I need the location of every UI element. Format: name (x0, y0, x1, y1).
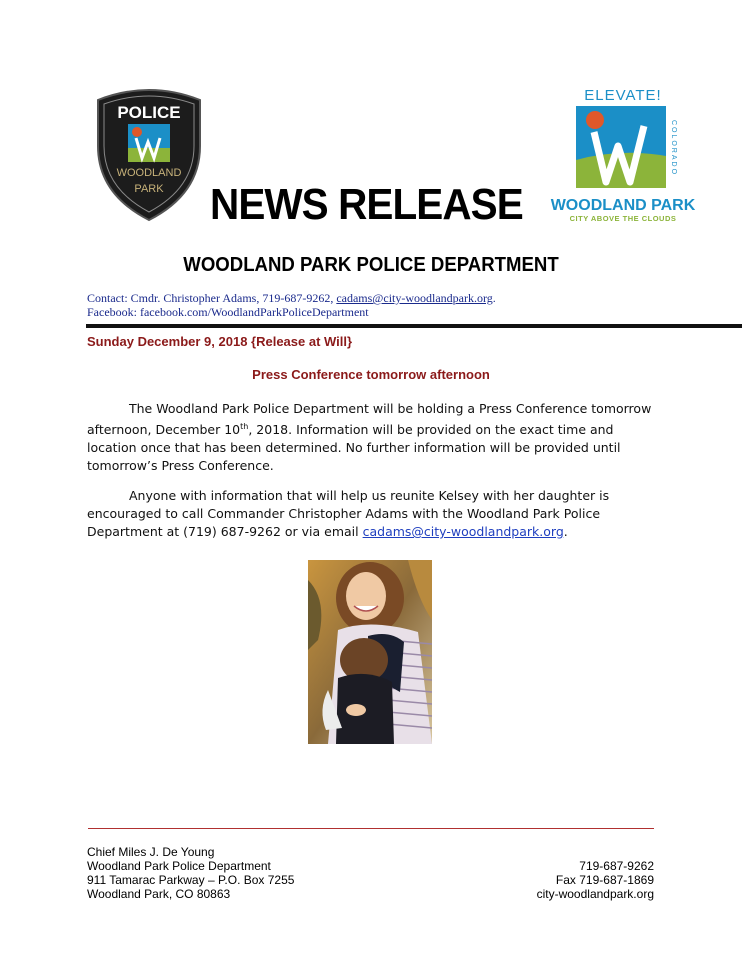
badge-bottom-text: PARK (134, 183, 164, 195)
contact-suffix: . (492, 291, 496, 305)
logo-tagline: CITY ABOVE THE CLOUDS (569, 214, 677, 223)
header-divider (86, 324, 742, 328)
contact-line (87, 291, 496, 306)
footer-street: 911 Tamarac Parkway – P.O. Box 7255 (87, 873, 295, 887)
paragraph-1-sup: th (240, 422, 249, 431)
contact-email-link[interactable]: cadams@city-woodlandpark.org (336, 291, 493, 305)
footer-contact (480, 859, 654, 901)
paragraph-2-text-a: Anyone with information that will help us reunite Kelsey with her daughter is encouraged to call Commander Christopher Adams with the Woodland Park Police Department at (719) 687-9262 or via email (87, 488, 610, 539)
police-badge-logo (92, 86, 206, 222)
badge-mid-text: WOODLAND (116, 167, 182, 179)
city-logo (540, 86, 706, 226)
release-date: Sunday December 9, 2018 {Release at Will} (87, 334, 353, 349)
footer-phone: 719-687-9262 (579, 859, 654, 873)
paragraph-2-email-link[interactable]: cadams@city-woodlandpark.org (362, 524, 564, 539)
release-headline: Press Conference tomorrow afternoon (252, 367, 490, 382)
footer-fax: Fax 719-687-1869 (555, 873, 654, 887)
paragraph-2-text-b: . (563, 524, 568, 539)
department-title: WOODLAND PARK POLICE DEPARTMENT (183, 254, 559, 276)
news-release-title: NEWS RELEASE (210, 180, 523, 229)
footer-website: city-woodlandpark.org (536, 887, 654, 901)
facebook-line: Facebook: facebook.com/WoodlandParkPoliceDepartment (87, 305, 369, 319)
footer-department: Woodland Park Police Department (87, 859, 271, 873)
logo-side-text: COLORADO (670, 119, 677, 177)
logo-name-text: WOODLAND PARK (550, 197, 696, 214)
paragraph-1 (87, 400, 657, 475)
footer-divider (88, 828, 654, 829)
contact-prefix: Contact: Cmdr. Christopher Adams, 719-687-9262, (87, 291, 337, 305)
paragraph-2 (87, 487, 657, 541)
photo-mother-daughter (308, 560, 432, 744)
footer-city: Woodland Park, CO 80863 (87, 887, 231, 901)
footer-address (87, 845, 294, 901)
badge-top-text: POLICE (117, 103, 181, 122)
logo-top-text: ELEVATE! (584, 87, 662, 104)
footer-chief: Chief Miles J. De Young (87, 845, 215, 859)
paragraph-1-text-b: , 2018. Information will be provided on the exact time and location once that has been determined. No further information will be provided until tomorrow’s Press Conference. (87, 422, 621, 474)
paragraph-1-text-a: The Woodland Park Police Department will be holding a Press Conference tomorrow afternoon, December 10 (87, 401, 652, 438)
